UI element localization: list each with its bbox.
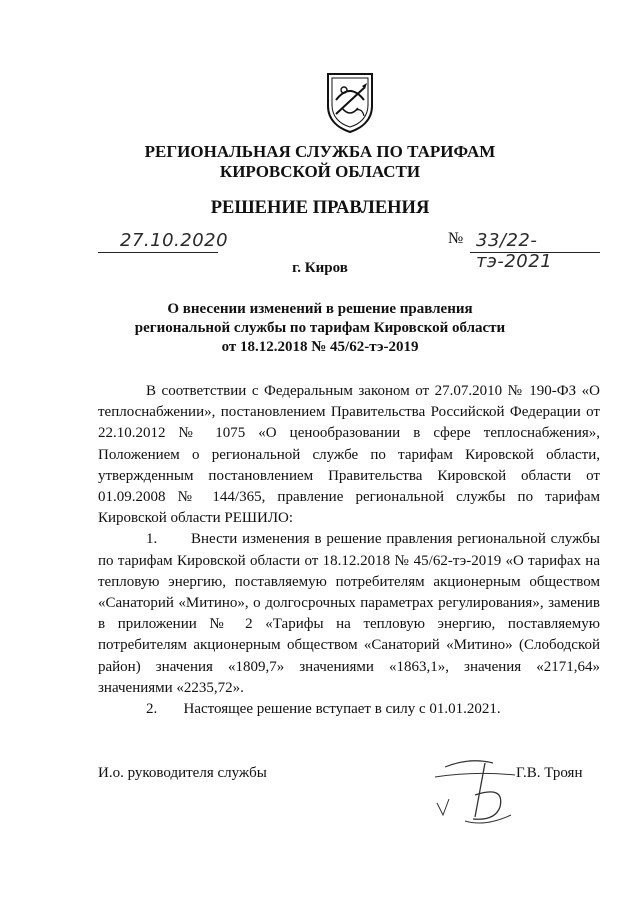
number-value: 33/22-тэ-2021: [476, 230, 553, 272]
number-field: [470, 228, 600, 272]
item-2: 2. Настоящее решение вступает в силу с 01.01.2021.: [146, 701, 501, 718]
org-name-line2: КИРОВСКОЙ ОБЛАСТИ: [219, 162, 421, 181]
org-name-line1: РЕГИОНАЛЬНАЯ СЛУЖБА ПО ТАРИФАМ: [144, 142, 496, 161]
handwritten-signature-icon: [415, 755, 530, 835]
decision-title: РЕШЕНИЕ ПРАВЛЕНИЯ: [210, 198, 430, 218]
intro-paragraph: В соответствии с Федеральным законом от 27.07.2010 № 190-ФЗ «О теплоснабжении», постановлением Правительства Российской Федерации от 22.10.2012 № 1075 «О ценообразовании в сфере теплоснабжения», Положением о региональной службе по тарифам Кировской области, утвержденным постановлением Правительства Кировской области от 01.09.2008 № 144/365, правление региональной службы по тарифам Кировской области РЕШИЛО:: [98, 383, 600, 527]
date-value: 27.10.2020: [120, 230, 229, 251]
date-field: [98, 228, 229, 253]
city: г. Киров: [292, 260, 348, 276]
coat-of-arms-icon: [322, 70, 378, 134]
signatory-position: И.о. руководителя службы: [98, 765, 267, 781]
item-1: 1. Внести изменения в решение правления региональной службы по тарифам Кировской области от 18.12.2018 № 45/62-тэ-2019 «О тарифах на тепловую энергию, поставляемую потребителям акционерным обществом «Санаторий «Митино», о долгосрочных параметрах регулирования», заменив в приложении № 2 «Тарифы на тепловую энергию, поставляемую потребителям акционерным обществом «Санаторий «Митино» (Слободской район) значения «1809,7» значениями «1863,1», значения «2171,64» значениями «2235,72».: [98, 531, 600, 696]
signatory-name: Г.В. Троян: [516, 765, 583, 781]
subject-line1: О внесении изменений в решение правления: [167, 301, 473, 317]
document-body: [98, 381, 600, 720]
subject-line2: региональной службы по тарифам Кировской области: [134, 320, 506, 336]
subject-line3: от 18.12.2018 № 45/62-тэ-2019: [221, 339, 419, 355]
number-prefix: №: [448, 230, 464, 247]
